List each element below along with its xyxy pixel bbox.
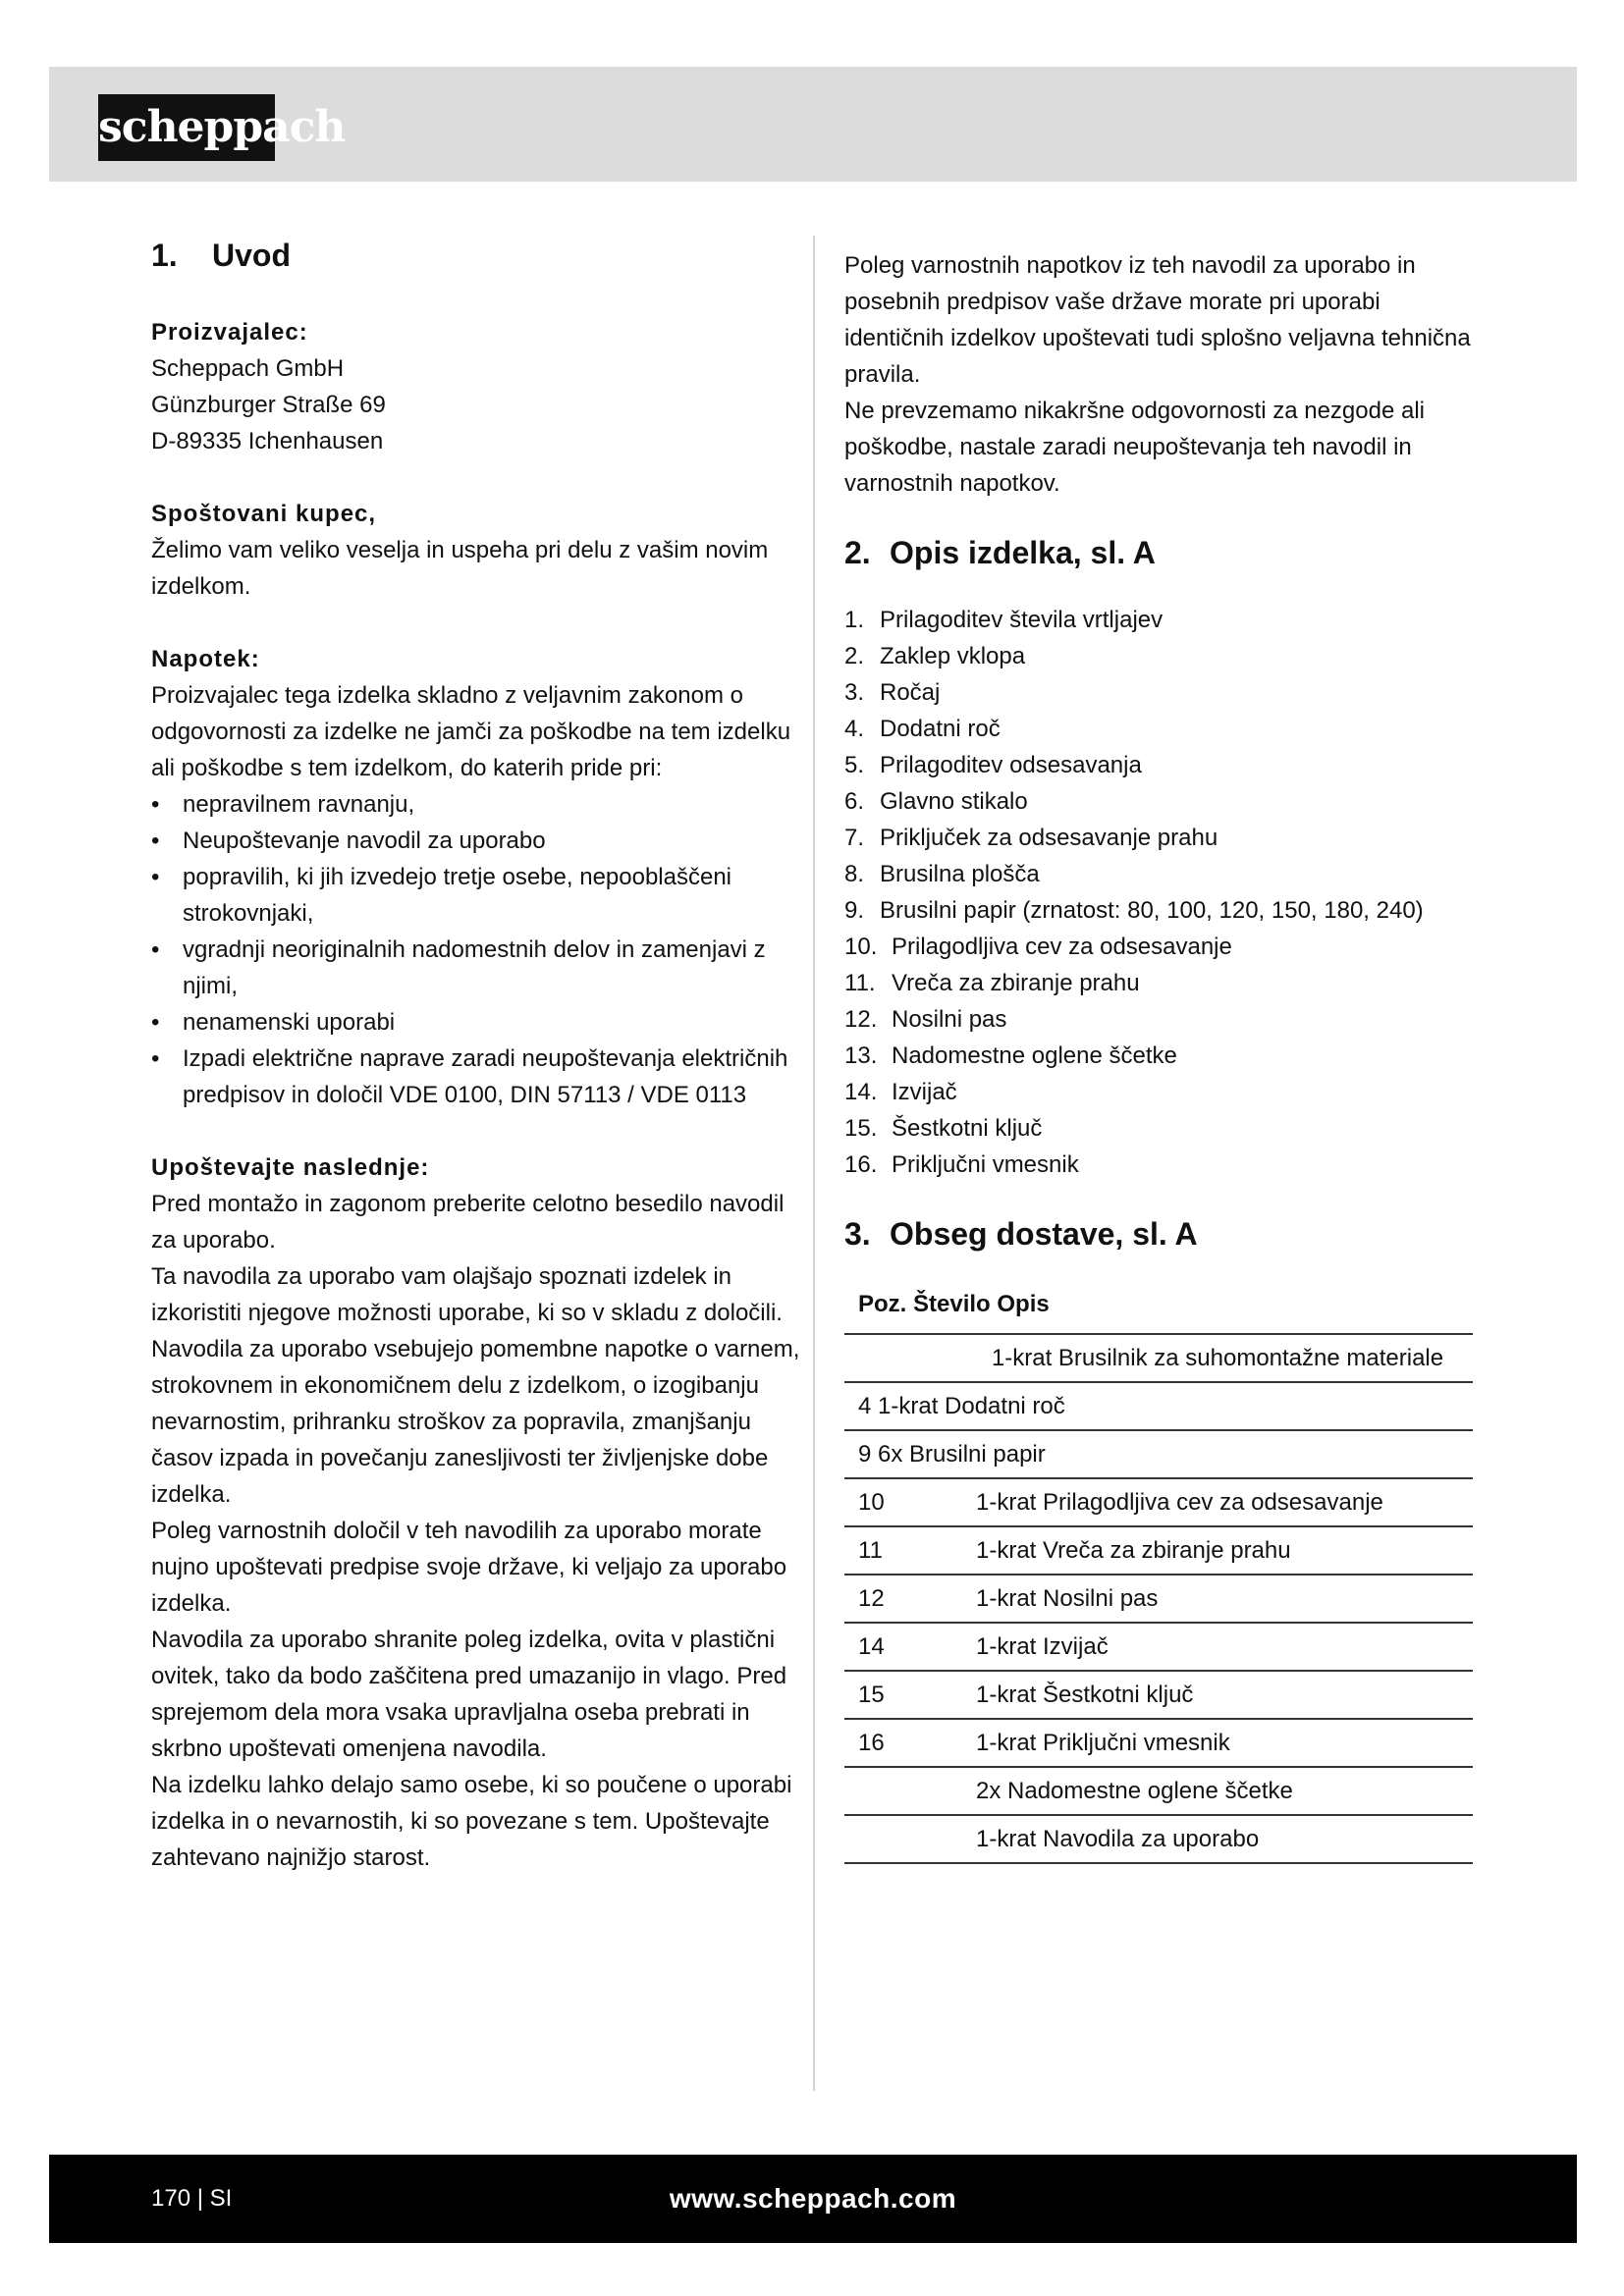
table-row [844,1767,1473,1815]
left-column [151,236,811,1876]
table-cell-desc: 1-krat Brusilnik za suhomontažne materiale [962,1334,1473,1382]
observe-paragraph: Ta navodila za uporabo vam olajšajo spoznati izdelek in izkoristiti njegove možnosti uporabe, ki so v skladu z določili. [151,1263,783,1326]
observe-label: Upoštevajte naslednje: [151,1154,430,1181]
item-text: Prilagodljiva cev za odsesavanje [892,934,1232,960]
observe-paragraph: Pred montažo in zagonom preberite celotno besedilo navodil za uporabo. [151,1191,785,1254]
greeting-text: Želimo vam veliko veselja in uspeha pri delu z vašim novim izdelkom. [151,537,769,600]
list-item [844,1110,1478,1147]
section-1-title: Uvod [212,238,291,273]
table-row [844,1575,1473,1623]
observe-paragraph: Navodila za uporabo vsebujejo pomembne napotke o varnem, strokovnem in ekonomičnem delu z izdelkom, o izogibanju nevarnostim, prihranku stroškov za popravila, zmanjšanju časov izpada in povečanju zanesljivosti ter življenjske dobe izdelka. [151,1336,800,1508]
greeting-block [151,496,811,605]
header-band [49,67,1577,182]
list-item [844,820,1478,856]
list-item [844,892,1478,929]
list-item [844,674,1478,711]
table-cell-desc: 1-krat Vreča za zbiranje prahu [962,1526,1473,1575]
observe-paragraph: Na izdelku lahko delajo samo osebe, ki so poučene o uporabi izdelka in o nevarnostih, ki so povezane s tem. Upoštevajte zahtevano najnižjo starost. [151,1772,792,1871]
item-text: Priključek za odsesavanje prahu [880,825,1218,851]
item-number: 3. [844,679,865,706]
list-item [844,747,1478,783]
table-cell-pos: 11 [844,1526,962,1575]
footer-bar [49,2155,1577,2243]
item-text: Glavno stikalo [880,788,1028,815]
item-text: Priključni vmesnik [892,1151,1079,1178]
table-cell-pos: 12 [844,1575,962,1623]
section-3-heading [844,1214,1478,1254]
section-3-number: 3. [844,1216,871,1252]
list-item: • vgradnji neoriginalnih nadomestnih delov in zamenjavi z njimi, [151,932,811,1004]
item-text: Zaklep vklopa [880,643,1026,669]
section-2-number: 2. [844,535,871,570]
list-item: • popravilih, ki jih izvedejo tretje osebe, nepooblaščeni strokovnjaki, [151,859,811,932]
table-cell-pos: 15 [844,1671,962,1719]
item-text: Nadomestne oglene ščetke [892,1042,1177,1069]
website-link[interactable]: www.scheppach.com [669,2183,957,2214]
manufacturer-line: Scheppach GmbH [151,355,345,382]
item-number: 14. [844,1079,878,1105]
item-text: Brusilni papir (zrnatost: 80, 100, 120, 150, 180, 240) [880,897,1424,924]
column-divider [813,236,815,2091]
table-row [844,1623,1473,1671]
item-text: Ročaj [880,679,941,706]
note-label: Napotek: [151,646,260,672]
observe-block [151,1149,811,1876]
item-number: 4. [844,716,865,742]
table-cell-pos [844,1334,962,1382]
manufacturer-line: D-89335 Ichenhausen [151,428,384,454]
item-number: 15. [844,1115,878,1142]
item-number: 16. [844,1151,878,1178]
section-1-heading [151,236,811,275]
table-row [844,1430,1473,1478]
table-cell-desc: 4 1-krat Dodatni roč [844,1382,1473,1430]
list-item [844,638,1478,674]
list-item [844,1038,1478,1074]
table-row [844,1671,1473,1719]
list-item: • nepravilnem ravnanju, [151,786,811,823]
observe-paragraph: Navodila za uporabo shranite poleg izdelka, ovita v plastični ovitek, tako da bodo zaščitena pred umazanijo in vlago. Pred sprejemom dela mora vsaka upravljalna oseba prebrati in skrbno upoštevati omenjena navodila. [151,1627,787,1762]
item-number: 10. [844,934,878,960]
note-text: Proizvajalec tega izdelka skladno z veljavnim zakonom o odgovornosti za izdelke ne jamči za poškodbe na tem izdelku ali poškodbe s tem izdelkom, do katerih pride pri: [151,682,791,781]
list-item [844,783,1478,820]
right-column [844,247,1478,1864]
item-text: Dodatni roč [880,716,1001,742]
list-item [844,1074,1478,1110]
intro-paragraph: Poleg varnostnih napotkov iz teh navodil za uporabo in posebnih predpisov vaše države morate pri uporabi identičnih izdelkov upoštevati tudi splošno veljavna tehnična pravila. [844,252,1471,388]
note-block [151,641,811,1113]
item-text: Izvijač [892,1079,957,1105]
item-text: Vreča za zbiranje prahu [892,970,1140,996]
manufacturer-label: Proizvajalec: [151,319,308,346]
item-number: 13. [844,1042,878,1069]
list-item [844,965,1478,1001]
delivery-table [844,1283,1473,1864]
note-bullet-list [151,786,811,1113]
list-item: • Neupoštevanje navodil za uporabo [151,823,811,859]
list-item [844,602,1478,638]
table-cell-pos: 14 [844,1623,962,1671]
table-cell-desc: 1-krat Izvijač [962,1623,1473,1671]
table-cell-desc: 2x Nadomestne oglene ščetke [962,1767,1473,1815]
section-2-heading [844,533,1478,572]
manufacturer-line: Günzburger Straße 69 [151,392,386,418]
list-item: • nenamenski uporabi [151,1004,811,1041]
section-3-title: Obseg dostave, sl. A [890,1216,1198,1252]
list-item [844,856,1478,892]
item-text: Prilagoditev števila vrtljajev [880,607,1164,633]
item-number: 1. [844,607,865,633]
item-number: 12. [844,1006,878,1033]
item-number: 8. [844,861,865,887]
section-1-number: 1. [151,238,178,273]
manufacturer-block [151,314,811,459]
greeting-label: Spoštovani kupec, [151,501,377,527]
list-item [844,929,1478,965]
item-text: Prilagoditev odsesavanja [880,752,1142,778]
table-row [844,1815,1473,1863]
section-2-title: Opis izdelka, sl. A [890,535,1156,570]
item-text: Brusilna plošča [880,861,1040,887]
list-item [844,1147,1478,1183]
table-cell-desc: 9 6x Brusilni papir [844,1430,1473,1478]
table-cell-desc: 1-krat Nosilni pas [962,1575,1473,1623]
table-row [844,1334,1473,1382]
item-number: 7. [844,825,865,851]
item-text: Šestkotni ključ [892,1115,1043,1142]
intro-paragraph: Ne prevzemamo nikakršne odgovornosti za nezgode ali poškodbe, nastale zaradi neupoštevanja teh navodil in varnostnih napotkov. [844,398,1425,497]
list-item [844,711,1478,747]
item-number: 5. [844,752,865,778]
item-number: 11. [844,970,876,996]
table-row [844,1526,1473,1575]
observe-paragraph: Poleg varnostnih določil v teh navodilih za uporabo morate nujno upoštevati predpise svoje države, ki veljajo za uporabo izdelka. [151,1518,787,1617]
table-cell-desc: 1-krat Šestkotni ključ [962,1671,1473,1719]
table-cell-pos [844,1767,962,1815]
table-cell-pos: 10 [844,1478,962,1526]
table-cell-pos: 16 [844,1719,962,1767]
table-cell-desc: 1-krat Prilagodljiva cev za odsesavanje [962,1478,1473,1526]
page-number: 170 | SI [151,2185,233,2212]
table-cell-desc: 1-krat Navodila za uporabo [962,1815,1473,1863]
table-header: Poz. Število Opis [844,1283,1473,1334]
table-row [844,1382,1473,1430]
scheppach-logo: scheppach [98,94,275,161]
table-header-row [844,1283,1473,1334]
item-number: 6. [844,788,865,815]
parts-list [844,602,1478,1183]
item-text: Nosilni pas [892,1006,1007,1033]
table-cell-desc: 1-krat Priključni vmesnik [962,1719,1473,1767]
item-number: 2. [844,643,865,669]
list-item [844,1001,1478,1038]
table-row [844,1478,1473,1526]
table-cell-pos [844,1815,962,1863]
item-number: 9. [844,897,865,924]
list-item: • Izpadi električne naprave zaradi neupoštevanja električnih predpisov in določil VDE 0100, DIN 57113 / VDE 0113 [151,1041,811,1113]
table-row [844,1719,1473,1767]
